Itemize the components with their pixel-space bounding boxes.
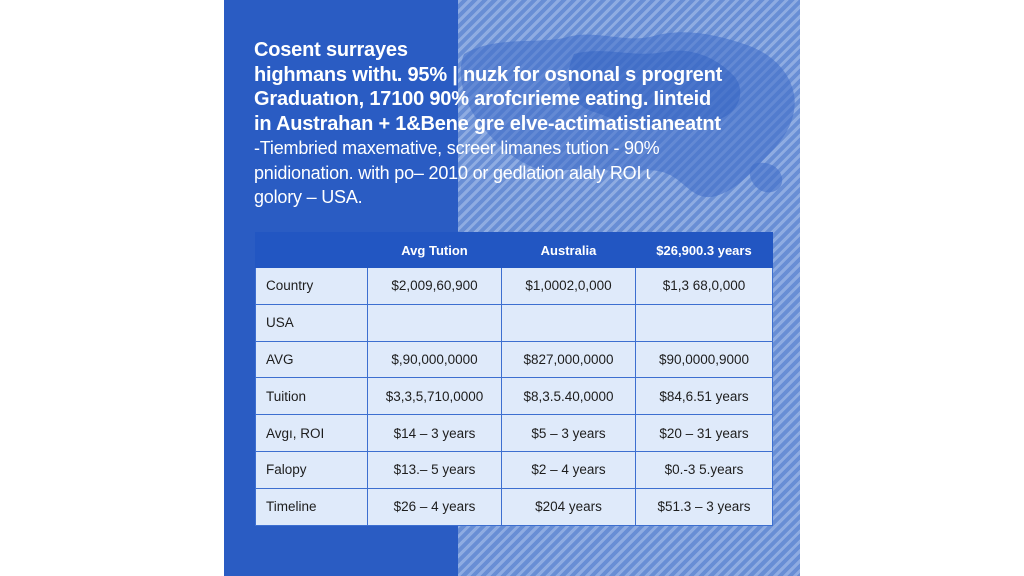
headline-line-5: -Tiembried maxemative, screer limanes tution - 90% [254,138,660,158]
headline-line-2: highmans withɩ. 95% | nuzk for osnonal s progrent [254,63,723,86]
table-header-cell: Australia [502,233,636,268]
table-row [256,451,773,488]
table-cell: $90,0000,9000 [636,341,773,378]
comparison-table [255,232,773,526]
table-cell: $5 – 3 years [502,415,636,452]
table-cell: $,90,000,0000 [368,341,502,378]
table-cell: $14 – 3 years [368,415,502,452]
table-cell: $13.– 5 years [368,451,502,488]
headline-line-1: Cosent surrayes [254,39,408,61]
table-cell: $51.3 – 3 years [636,488,773,525]
table-cell: $84,6.51 years [636,378,773,415]
headline-line-4: in Austrahan + 1&Bene gre elve-actimatistianeatnt [254,112,721,135]
table-row [256,378,773,415]
table-row [256,415,773,452]
table-header-cell: Avg Tution [368,233,502,268]
headline-line-7: golory – USA. [254,187,363,207]
table-row-label: Timeline [256,488,368,525]
table-cell: $8,3.5.40,0000 [502,378,636,415]
table-cell: $1,3 68,0,000 [636,268,773,305]
table-header-row [256,233,773,268]
table-cell: $0.-3 5.years [636,451,773,488]
table-row [256,268,773,305]
table-cell: $204 years [502,488,636,525]
table-header-cell [256,233,368,268]
table-cell: $2 – 4 years [502,451,636,488]
table-row-label: AVG [256,341,368,378]
table-row-label: Tuition [256,378,368,415]
headline-line-6: pnidionation. with po– 2010 or gedlation alaly ROI ɩ [254,162,650,183]
table-row [256,488,773,525]
table-cell: $20 – 31 years [636,415,773,452]
table-cell: $3,3,5,710,0000 [368,378,502,415]
table-row-label: Avgı, ROI [256,415,368,452]
table-row [256,304,773,341]
table-row-label: Falopy [256,451,368,488]
table-cell: $1,0002,0,000 [502,268,636,305]
table-cell: $26 – 4 years [368,488,502,525]
table-cell [502,304,636,341]
table-row-label: USA [256,304,368,341]
table-cell [368,304,502,341]
table-header-cell: $26,900.3 years [636,233,773,268]
table-cell [636,304,773,341]
headline-text [254,38,784,210]
headline-line-3: Graduatıon, 17100 90% arofcırieme eating. Iinteid [254,88,712,110]
table-cell: $2,009,60,900 [368,268,502,305]
table-row [256,341,773,378]
table-row-label: Country [256,268,368,305]
infographic-poster [224,0,800,576]
table-cell: $827,000,0000 [502,341,636,378]
